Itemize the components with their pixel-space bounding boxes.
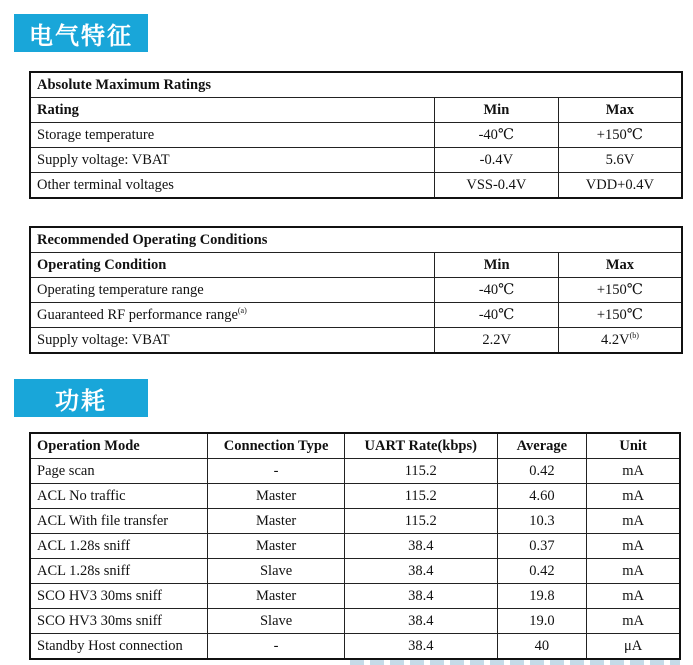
- condition-name: Supply voltage: VBAT: [37, 332, 170, 348]
- column-header: Average: [497, 433, 587, 459]
- column-header: Rating: [30, 98, 435, 123]
- table-row: [30, 509, 680, 534]
- table-cell: Other terminal voltages: [30, 173, 435, 199]
- column-header: Max: [558, 98, 682, 123]
- table-row: [30, 484, 680, 509]
- table-cell: +150℃: [558, 123, 682, 148]
- table-cell: [558, 278, 682, 303]
- table-row: [30, 328, 682, 354]
- table-cell: ACL 1.28s sniff: [30, 534, 208, 559]
- table-row: [30, 123, 682, 148]
- absolute-max-ratings-table: [29, 71, 683, 199]
- table-row: [30, 609, 680, 634]
- table-row: [30, 278, 682, 303]
- table-row: [30, 534, 680, 559]
- recommended-operating-conditions-table: [29, 226, 683, 354]
- column-header: Unit: [587, 433, 680, 459]
- footnote-marker: (a): [237, 306, 247, 316]
- table-cell: 19.8: [497, 584, 587, 609]
- table-cell: μA: [587, 634, 680, 660]
- table-cell: 40: [497, 634, 587, 660]
- column-header: Operation Mode: [30, 433, 208, 459]
- table-cell: 0.37: [497, 534, 587, 559]
- table-cell: Master: [208, 584, 345, 609]
- max-value: +150℃: [596, 307, 644, 323]
- table-cell: Master: [208, 509, 345, 534]
- table-header-row: [30, 98, 682, 123]
- table-caption-row: [30, 227, 682, 253]
- table-cell: ACL With file transfer: [30, 509, 208, 534]
- section-title-electrical: 电气特征: [14, 14, 148, 52]
- table-row: [30, 559, 680, 584]
- footnote-marker: (b): [629, 331, 639, 341]
- column-header: UART Rate(kbps): [344, 433, 497, 459]
- table-cell: -0.4V: [435, 148, 559, 173]
- table-cell: SCO HV3 30ms sniff: [30, 609, 208, 634]
- table-cell: ACL No traffic: [30, 484, 208, 509]
- table-cell: [558, 303, 682, 328]
- table-cell: 115.2: [344, 484, 497, 509]
- table-cell: mA: [587, 534, 680, 559]
- table-header-row: [30, 433, 680, 459]
- power-consumption-table: [29, 432, 681, 660]
- table-cell: Storage temperature: [30, 123, 435, 148]
- column-header: Min: [435, 98, 559, 123]
- table-cell: VDD+0.4V: [558, 173, 682, 199]
- table-cell: 10.3: [497, 509, 587, 534]
- table-cell: mA: [587, 459, 680, 484]
- table-row: [30, 459, 680, 484]
- table-cell: Master: [208, 534, 345, 559]
- table-row: [30, 148, 682, 173]
- table-cell: 0.42: [497, 559, 587, 584]
- column-header: Operating Condition: [30, 253, 435, 278]
- table-cell: 115.2: [344, 509, 497, 534]
- column-header: Max: [558, 253, 682, 278]
- table-cell: ACL 1.28s sniff: [30, 559, 208, 584]
- table-cell: mA: [587, 484, 680, 509]
- table-cell: Standby Host connection: [30, 634, 208, 660]
- table-cell: 38.4: [344, 634, 497, 660]
- table-cell: 2.2V: [435, 328, 559, 354]
- table-cell: 38.4: [344, 609, 497, 634]
- column-header: Min: [435, 253, 559, 278]
- table-row: [30, 173, 682, 199]
- table-cell: 19.0: [497, 609, 587, 634]
- column-header: Connection Type: [208, 433, 345, 459]
- table-cell: mA: [587, 584, 680, 609]
- table-cell: SCO HV3 30ms sniff: [30, 584, 208, 609]
- table-cell: 38.4: [344, 534, 497, 559]
- table-header-row: [30, 253, 682, 278]
- table-cell: [30, 278, 435, 303]
- table-cell: VSS-0.4V: [435, 173, 559, 199]
- table-row: [30, 303, 682, 328]
- table-cell: mA: [587, 559, 680, 584]
- condition-name: Operating temperature range: [37, 282, 204, 298]
- table-cell: 38.4: [344, 584, 497, 609]
- table-cell: -: [208, 634, 345, 660]
- table-cell: Master: [208, 484, 345, 509]
- table-cell: Page scan: [30, 459, 208, 484]
- table-cell: -: [208, 459, 345, 484]
- table-cell: [558, 328, 682, 354]
- table-cell: Supply voltage: VBAT: [30, 148, 435, 173]
- table-caption: Absolute Maximum Ratings: [30, 72, 682, 98]
- table-cell: -40℃: [435, 303, 559, 328]
- table-cell: mA: [587, 609, 680, 634]
- table-cell: 0.42: [497, 459, 587, 484]
- table-cell: Slave: [208, 559, 345, 584]
- table-cell: Slave: [208, 609, 345, 634]
- condition-name: Guaranteed RF performance range: [37, 307, 238, 323]
- section-title-power: 功耗: [14, 379, 148, 417]
- table-caption-row: [30, 72, 682, 98]
- table-caption: Recommended Operating Conditions: [30, 227, 682, 253]
- table-cell: mA: [587, 509, 680, 534]
- table-cell: 115.2: [344, 459, 497, 484]
- table-cell: [30, 303, 435, 328]
- table-cell: 38.4: [344, 559, 497, 584]
- table-cell: -40℃: [435, 123, 559, 148]
- table-row: [30, 634, 680, 660]
- max-value: 4.2V: [600, 332, 630, 348]
- table-cell: -40℃: [435, 278, 559, 303]
- table-cell: 5.6V: [558, 148, 682, 173]
- max-value: +150℃: [596, 282, 644, 298]
- table-row: [30, 584, 680, 609]
- bottom-decoration: [350, 660, 680, 665]
- table-cell: 4.60: [497, 484, 587, 509]
- table-cell: [30, 328, 435, 354]
